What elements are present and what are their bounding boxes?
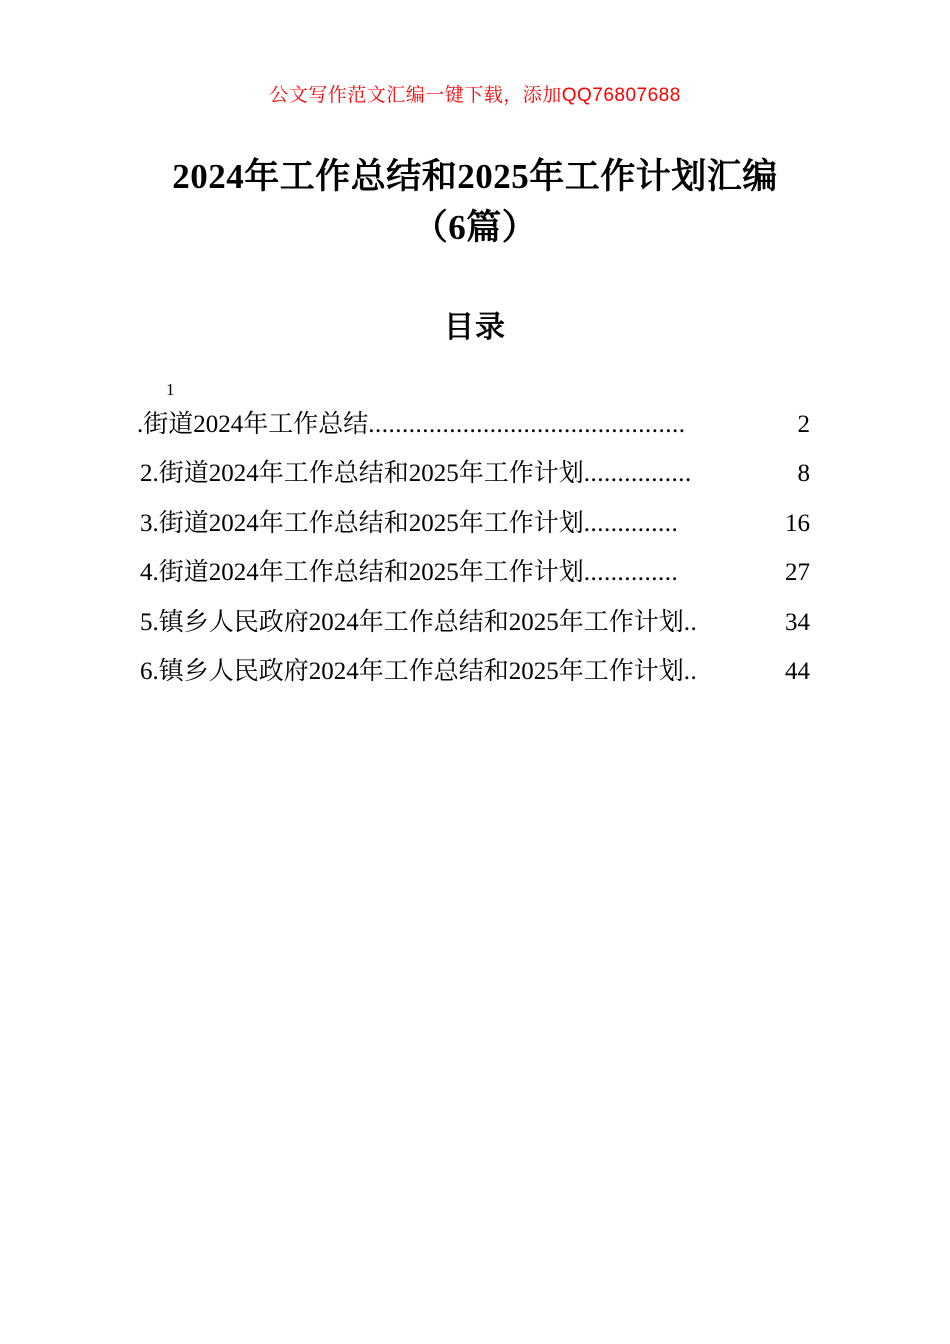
toc-entry-dots: .............. bbox=[583, 559, 679, 587]
toc-entry-label: 2.街道2024年工作总结和2025年工作计划 bbox=[140, 460, 584, 488]
page-title bbox=[140, 0, 810, 254]
toc-entry-page: 16 bbox=[785, 509, 810, 537]
toc-entry-page: 27 bbox=[785, 559, 810, 587]
toc-entry-1[interactable] bbox=[137, 400, 810, 450]
toc-entry-page: 44 bbox=[785, 658, 810, 686]
toc-entry-label: 4.街道2024年工作总结和2025年工作计划 bbox=[140, 559, 584, 587]
toc-entry-dots: ................ bbox=[583, 460, 692, 488]
page-title-line-2: （6篇） bbox=[412, 207, 538, 247]
toc-entry-label: 3.街道2024年工作总结和2025年工作计划 bbox=[140, 509, 584, 537]
table-of-contents bbox=[137, 379, 810, 697]
watermark-text: 公文写作范文汇编一键下载，添加QQ76807688 bbox=[269, 85, 681, 106]
toc-entry-label: 6.镇乡人民政府2024年工作总结和2025年工作计划 bbox=[140, 658, 684, 686]
toc-lead-number: 1 bbox=[166, 379, 175, 399]
toc-entry-dots: .. bbox=[683, 658, 698, 686]
toc-entry-label: .街道2024年工作总结 bbox=[137, 410, 369, 438]
toc-entry-page: 2 bbox=[797, 410, 810, 438]
toc-entry-dots: ............................................... bbox=[368, 410, 686, 438]
toc-entry-dots: .............. bbox=[583, 509, 679, 537]
toc-entry-page: 34 bbox=[785, 608, 810, 636]
toc-entry-dots: .. bbox=[683, 608, 698, 636]
toc-entry-3[interactable] bbox=[140, 499, 810, 549]
toc-entry-label: 5.镇乡人民政府2024年工作总结和2025年工作计划 bbox=[140, 608, 684, 636]
toc-entry-5[interactable] bbox=[140, 598, 810, 648]
toc-entry-2[interactable] bbox=[140, 449, 810, 499]
toc-entry-6[interactable] bbox=[140, 647, 810, 697]
toc-heading: 目录 bbox=[444, 310, 506, 344]
toc-entry-4[interactable] bbox=[140, 548, 810, 598]
page-title-line-1: 2024年工作总结和2025年工作计划汇编 bbox=[172, 157, 778, 196]
toc-entry-page: 8 bbox=[797, 460, 810, 488]
